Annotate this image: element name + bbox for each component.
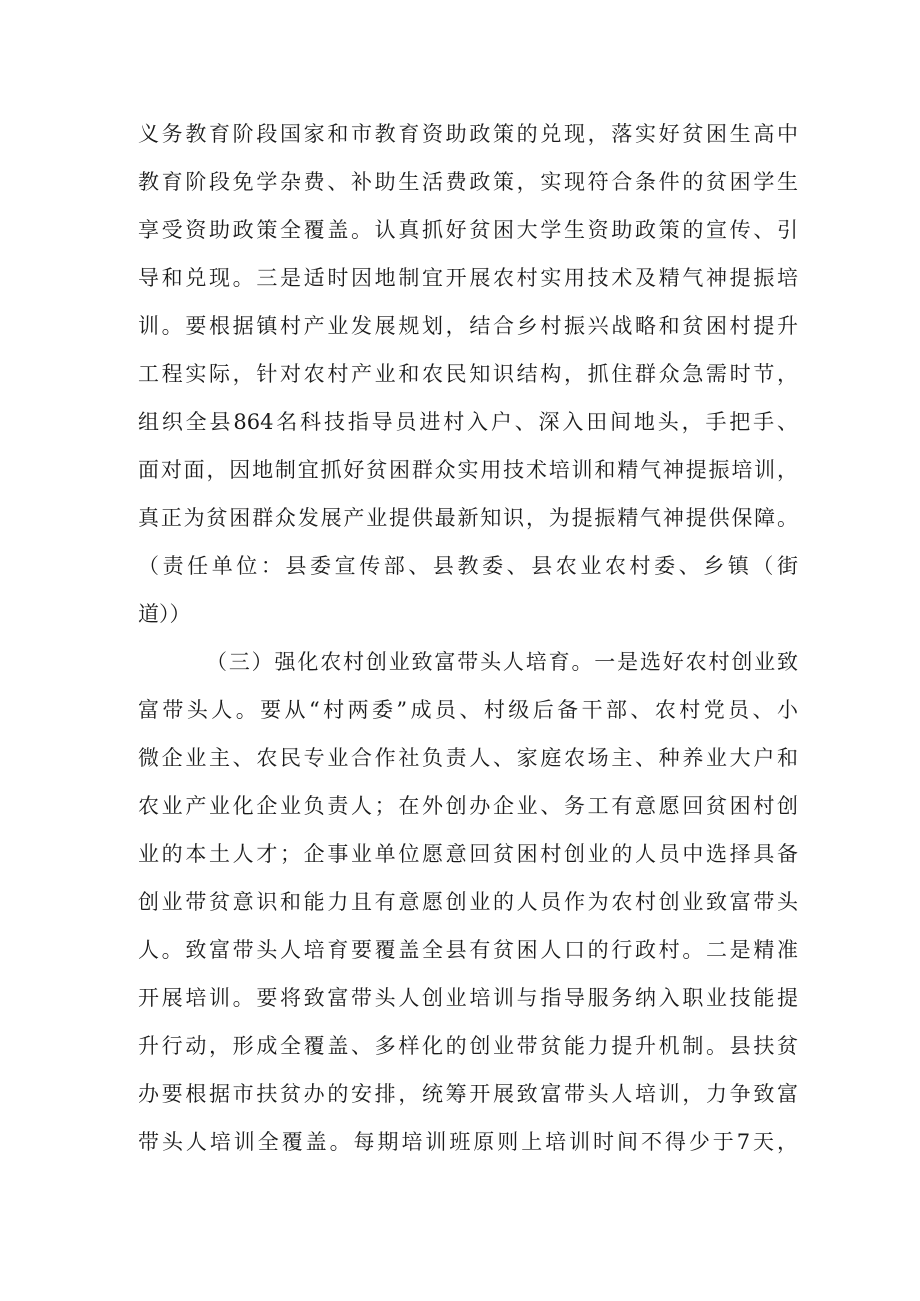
text-line-6: 工程实际，针对农村产业和农民知识结构，抓住群众急需时节， xyxy=(138,362,798,386)
text-line-16: 业的本土人才；企事业单位愿意回贫困村创业的人员中选择具备 xyxy=(138,842,798,866)
text-line-11: 道）） xyxy=(138,602,191,626)
text-line-5: 训。要根据镇村产业发展规划，结合乡村振兴战略和贫困村提升 xyxy=(138,314,798,338)
text-line-8: 面对面，因地制宜抓好贫困群众实用技术培训和精气神提振培训， xyxy=(138,458,798,482)
text-line-15: 农业产业化企业负责人；在外创办企业、务工有意愿回贫困村创 xyxy=(138,794,798,818)
text-line-2: 教育阶段免学杂费、补助生活费政策，实现符合条件的贫困学生 xyxy=(138,170,798,194)
text-line-21: 办要根据市扶贫办的安排，统筹开展致富带头人培训，力争致富 xyxy=(138,1082,798,1106)
text-line-18: 人。致富带头人培育要覆盖全县有贫困人口的行政村。二是精准 xyxy=(138,938,798,962)
text-line-10: （责任单位：县委宣传部、县教委、县农业农村委、乡镇（街 xyxy=(138,554,798,578)
text-line-9: 真正为贫困群众发展产业提供最新知识，为提振精气神提供保障。 xyxy=(138,506,798,530)
text-line-7: 组织全县864名科技指导员进村入户、深入田间地头，手把手、 xyxy=(138,410,798,434)
text-line-14: 微企业主、农民专业合作社负责人、家庭农场主、种养业大户和 xyxy=(138,746,798,770)
section-heading-line: （三）强化农村创业致富带头人培育。一是选好农村创业致 xyxy=(206,650,798,674)
text-line-3: 享受资助政策全覆盖。认真抓好贫困大学生资助政策的宣传、引 xyxy=(138,218,798,242)
text-line-22: 带头人培训全覆盖。每期培训班原则上培训时间不得少于7天， xyxy=(138,1130,798,1154)
text-line-1: 义务教育阶段国家和市教育资助政策的兑现，落实好贫困生高中 xyxy=(138,122,798,146)
text-line-4: 导和兑现。三是适时因地制宜开展农村实用技术及精气神提振培 xyxy=(138,266,798,290)
text-line-13: 富带头人。要从“村两委”成员、村级后备干部、农村党员、小 xyxy=(138,698,798,722)
text-line-19: 开展培训。要将致富带头人创业培训与指导服务纳入职业技能提 xyxy=(138,986,798,1010)
text-line-17: 创业带贫意识和能力且有意愿创业的人员作为农村创业致富带头 xyxy=(138,890,798,914)
text-line-20: 升行动，形成全覆盖、多样化的创业带贫能力提升机制。县扶贫 xyxy=(138,1034,798,1058)
